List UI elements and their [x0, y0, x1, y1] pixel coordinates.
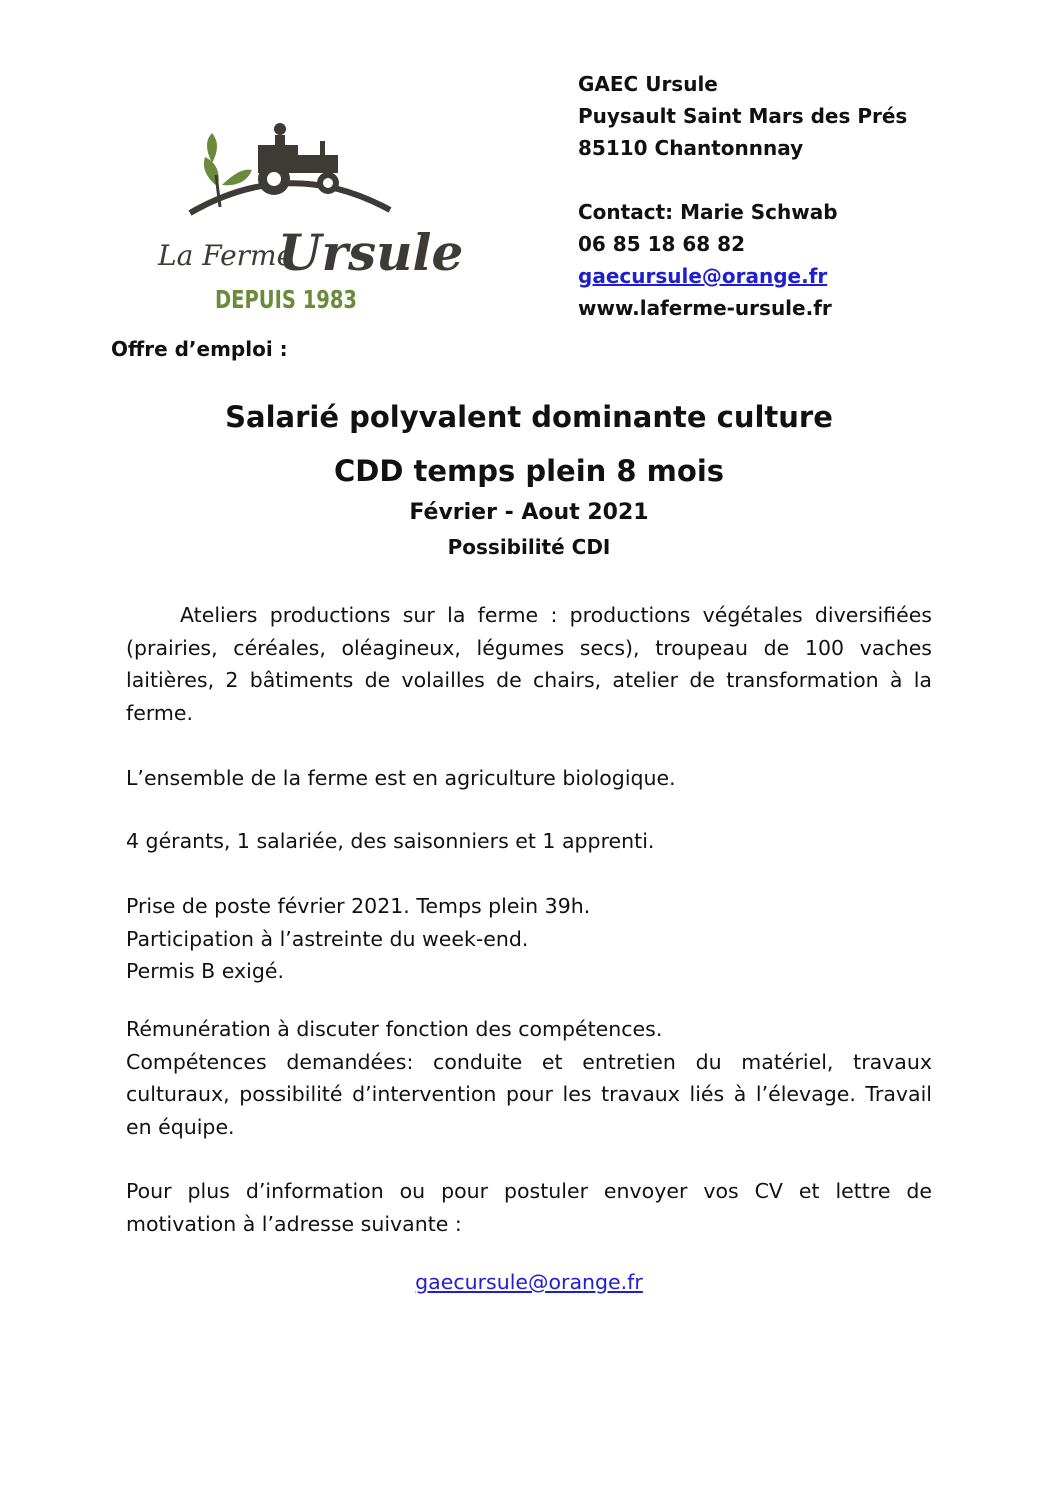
- email-link[interactable]: gaecursule@orange.fr: [578, 264, 828, 288]
- logo-since-text: DEPUIS 1983: [214, 285, 357, 314]
- company-name: GAEC Ursule: [578, 72, 718, 96]
- compensation-skills: [126, 1013, 932, 1143]
- address-line: Puysault Saint Mars des Prés: [578, 104, 908, 128]
- team-composition: 4 gérants, 1 salariée, des saisonniers et 1 apprenti.: [126, 829, 655, 853]
- final-email-link[interactable]: gaecursule@orange.fr: [415, 1270, 643, 1294]
- final-email-container: [0, 1270, 1058, 1294]
- organic-statement: L’ensemble de la ferme est en agriculture biologique.: [126, 766, 676, 790]
- application-instructions: Pour plus d’information ou pour postuler envoyer vos CV et lettre de motivation à l’adresse suivante :: [126, 1179, 932, 1236]
- contact-block: [578, 68, 907, 324]
- farm-logo: [150, 115, 464, 325]
- on-call-line: Participation à l’astreinte du week-end.: [126, 926, 529, 951]
- spacer: [578, 164, 907, 196]
- logo-main-text: Ursule: [278, 223, 464, 282]
- city-line: 85110 Chantonnnay: [578, 136, 804, 160]
- job-conditions: [126, 890, 932, 988]
- start-date-line: Prise de poste février 2021. Temps plein 39h.: [126, 894, 591, 918]
- contract-period: Février - Aout 2021: [409, 500, 649, 525]
- offer-label: Offre d’emploi :: [111, 337, 288, 361]
- compensation-line: Rémunération à discuter fonction des compétences.: [126, 1017, 663, 1041]
- tractor-icon: [150, 115, 464, 285]
- job-title: Salarié polyvalent dominante culture: [225, 400, 833, 434]
- phone-number: 06 85 18 68 82: [578, 232, 746, 256]
- cdi-possibility: Possibilité CDI: [447, 535, 611, 559]
- license-line: Permis B exigé.: [126, 959, 284, 983]
- farm-description: Ateliers productions sur la ferme : productions végétales diversifiées (prairies, céréales, oléagineux, légumes secs), troupeau de 100 vaches laitières, 2 bâtiments de volailles de chairs, atelier de transformation à la ferme.: [126, 603, 932, 725]
- contact-person: Contact: Marie Schwab: [578, 200, 838, 224]
- skills-paragraph: Compétences demandées: conduite et entretien du matériel, travaux culturaux, possibilité d’intervention pour les travaux liés à l’élevage. Travail en équipe.: [126, 1049, 932, 1139]
- contract-type: CDD temps plein 8 mois: [333, 454, 725, 488]
- logo-script-text: La Ferme: [158, 239, 294, 272]
- website: www.laferme-ursule.fr: [578, 296, 832, 320]
